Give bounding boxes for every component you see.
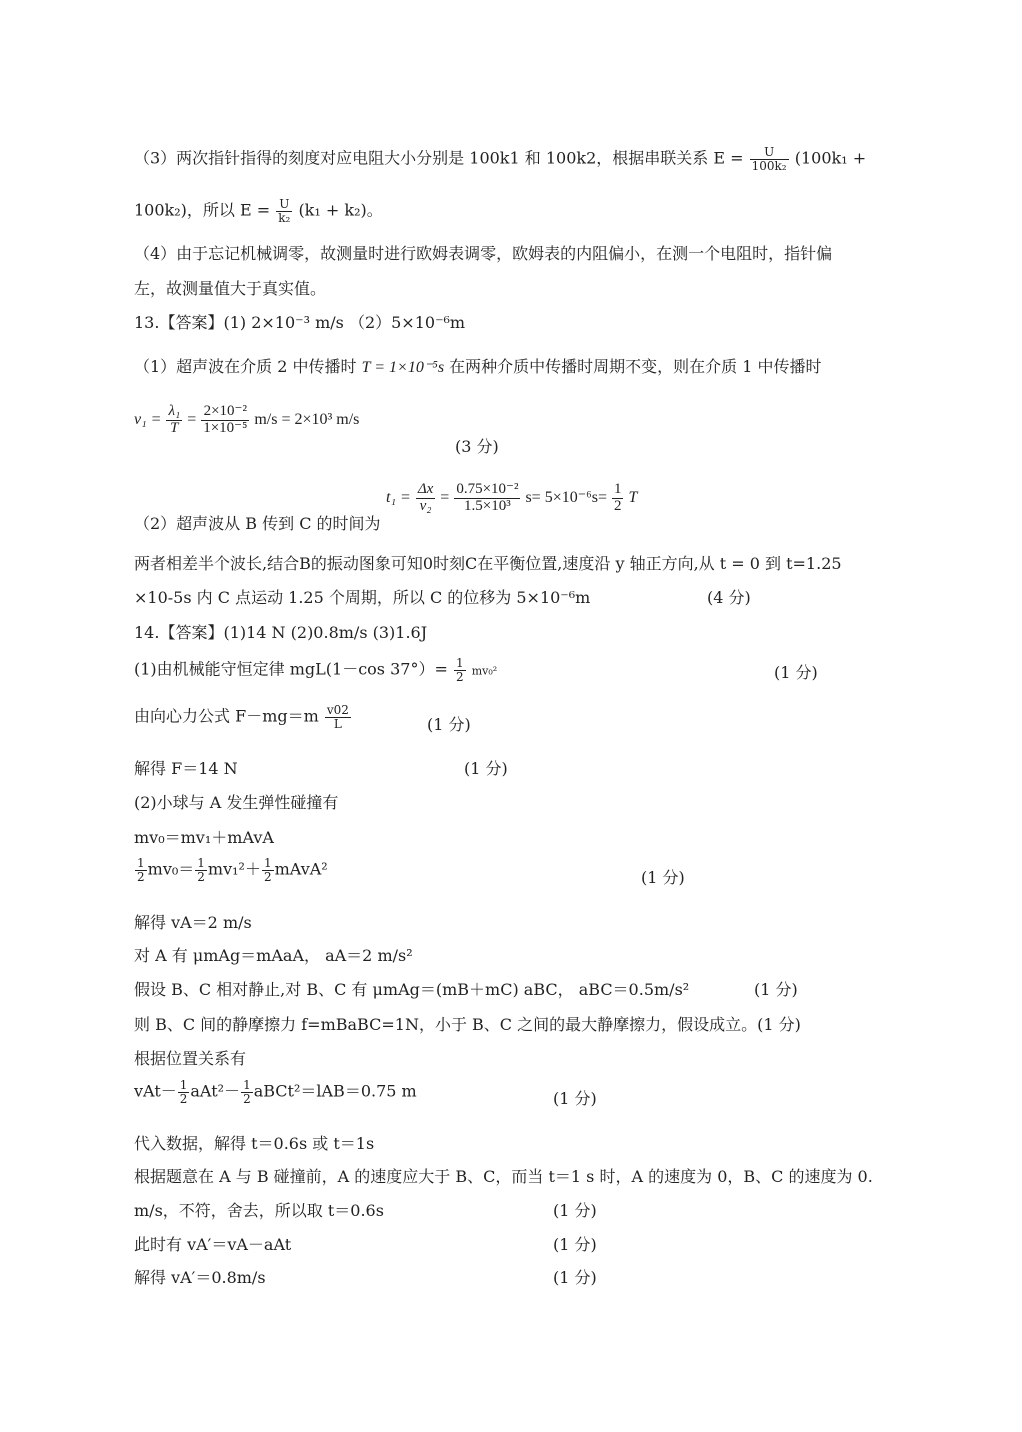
math-segment: s= 5×10⁻⁶s= (525, 488, 607, 506)
math-segment: T (628, 488, 638, 506)
fraction-denominator: 2 (455, 669, 464, 684)
fraction-numerator: λ₁ (168, 403, 181, 419)
text-line: 两者相差半个波长,结合B的振动图象可知0时刻C在平衡位置,速度沿 y 轴正方向,从 t = 0 到 t=1.25 (134, 554, 842, 573)
fraction-numerator: 1 (197, 856, 205, 870)
answer-heading: 14.【答案】(1)14 N (2)0.8m/s (3)1.6J (134, 623, 428, 642)
text-line (134, 704, 352, 730)
fraction-numerator: Δx (417, 481, 434, 497)
math-segment: = (440, 488, 450, 506)
text-segment: 在两种介质中传播时周期不变，则在介质 1 中传播时 (449, 357, 822, 376)
text-line: 解得 F＝14 N (134, 759, 238, 778)
fraction-numerator: U (276, 198, 292, 212)
score-note: (1 分) (464, 759, 508, 778)
score-note: (1 分) (754, 980, 798, 999)
fraction-denominator: 2 (243, 1091, 251, 1106)
text-line: 则 B、C 间的静摩擦力 f=mBaBC=1N，小于 B、C 之间的最大静摩擦力，假设成立。(1 分) (134, 1015, 801, 1034)
text-segment: 由向心力公式 F－mg＝m (134, 706, 319, 726)
fraction (612, 482, 624, 515)
score-note: (1 分) (641, 868, 685, 887)
text-line: 根据位置关系有 (134, 1049, 247, 1068)
fraction-numerator: 1 (179, 1078, 188, 1092)
answer-heading: 13.【答案】(1) 2×10⁻³ m/s （2）5×10⁻⁶m (134, 313, 466, 332)
fraction-denominator: k₂ (278, 210, 291, 225)
math-segment: mAvA² (274, 859, 328, 879)
fraction-numerator: 1 (243, 1078, 251, 1092)
formula-line: mv₀＝mv₁＋mAvA (134, 828, 274, 847)
text-line: 解得 vA＝2 m/s (134, 913, 252, 932)
text-line: (2)小球与 A 发生弹性碰撞有 (134, 793, 339, 812)
fraction-denominator: 1.5×10³ (464, 497, 511, 514)
text-segment: (1)由机械能守恒定律 mgL(1－cos 37°）= (134, 659, 448, 679)
fraction (325, 704, 351, 730)
text-line: 假设 B、C 相对静止,对 B、C 有 μmAg＝(mB＋mC) aBC， aBC＝0.5m/s² (134, 980, 690, 999)
score-note: (1 分) (553, 1201, 597, 1220)
formula-line (134, 404, 359, 437)
math-segment: v₁ = (134, 410, 162, 428)
text-line: 解得 vA′＝0.8m/s (134, 1268, 266, 1287)
formula-line (386, 482, 637, 515)
text-line: 代入数据，解得 t＝0.6s 或 t＝1s (134, 1134, 375, 1153)
text-segment: （3）两次指针指得的刻度对应电阻大小分别是 100k1 和 100k2，根据串联关系 E = (134, 148, 744, 168)
fraction-denominator: 100k₂ (751, 158, 787, 173)
fraction (276, 198, 292, 224)
text-segment: (100k₁ + (794, 148, 867, 168)
text-line (134, 198, 383, 224)
text-line: 此时有 vA′＝vA－aAt (134, 1235, 292, 1254)
fraction (241, 1079, 253, 1105)
score-note: (1 分) (774, 663, 818, 682)
text-line: m/s，不符，舍去，所以取 t＝0.6s (134, 1201, 384, 1220)
fraction (178, 1079, 190, 1105)
math-segment: m/s = 2×10³ m/s (254, 410, 360, 428)
fraction-numerator: 2×10⁻² (201, 404, 249, 421)
fraction-denominator: 2 (179, 1091, 188, 1106)
math-segment: = (187, 410, 197, 428)
math-segment: aBCt²＝lAB＝0.75 m (253, 1081, 417, 1101)
fraction (201, 404, 249, 437)
fraction-denominator: 2 (613, 497, 622, 514)
text-segment: 100k₂)，所以 E = (134, 200, 271, 220)
text-line: 对 A 有 μmAg＝mAaA， aA＝2 m/s² (134, 946, 413, 965)
fraction-denominator: L (333, 716, 342, 731)
text-line: （2）超声波从 B 传到 C 的时间为 (134, 514, 381, 533)
text-line: 根据题意在 A 与 B 碰撞前，A 的速度应大于 B、C，而当 t＝1 s 时，A 的速度为 0，B、C 的速度为 0. (134, 1167, 873, 1186)
math-segment: vAt－ (134, 1081, 177, 1101)
fraction-numerator: v02 (326, 703, 349, 717)
fraction-numerator: 1 (613, 481, 622, 497)
text-line (134, 657, 497, 683)
fraction (262, 857, 274, 883)
fraction (166, 404, 182, 437)
fraction (750, 146, 789, 172)
fraction-numerator: 1 (455, 656, 464, 670)
fraction-denominator: 2 (137, 869, 145, 884)
score-note: (1 分) (553, 1235, 597, 1254)
fraction-denominator: v₂ (419, 497, 432, 514)
fraction (195, 857, 207, 883)
text-segment: （1）超声波在介质 2 中传播时 (134, 357, 357, 376)
score-note: (1 分) (427, 715, 471, 734)
score-note: (4 分) (707, 588, 751, 607)
text-line (134, 357, 822, 377)
math-segment: mv₁²＋ (207, 859, 261, 879)
fraction-denominator: 2 (263, 869, 272, 884)
fraction (416, 482, 435, 515)
text-line: （4）由于忘记机械调零，故测量时进行欧姆表调零，欧姆表的内阻偏小，在测一个电阻时，指针偏 (134, 244, 833, 263)
text-segment: (k₁ + k₂)。 (298, 200, 383, 220)
fraction-denominator: T (170, 419, 179, 436)
fraction-denominator: 1×10⁻⁵ (203, 419, 248, 436)
fraction (454, 657, 466, 683)
score-note: (3 分) (455, 437, 499, 456)
math-segment: aAt²－ (190, 1081, 241, 1101)
fraction-numerator: 1 (263, 856, 272, 870)
score-note: (1 分) (553, 1089, 597, 1108)
math-segment: mv₀＝ (147, 859, 195, 879)
fraction-numerator: 1 (137, 856, 145, 870)
fraction (135, 857, 147, 883)
fraction-numerator: 0.75×10⁻² (456, 481, 519, 497)
text-line: ×10-5s 内 C 点运动 1.25 个周期，所以 C 的位移为 5×10⁻⁶m (134, 588, 591, 607)
fraction (454, 482, 520, 515)
fraction-numerator: U (750, 146, 789, 160)
text-segment: mv₀² (471, 664, 498, 678)
score-note: (1 分) (553, 1268, 597, 1287)
formula-line (134, 857, 328, 883)
fraction-denominator: 2 (197, 869, 205, 884)
formula-line (134, 1079, 417, 1105)
math-segment: t₁ = (386, 488, 411, 506)
math-segment: T = 1×10⁻⁵s (361, 359, 445, 376)
text-line (134, 146, 866, 172)
text-line: 左，故测量值大于真实值。 (134, 279, 327, 298)
